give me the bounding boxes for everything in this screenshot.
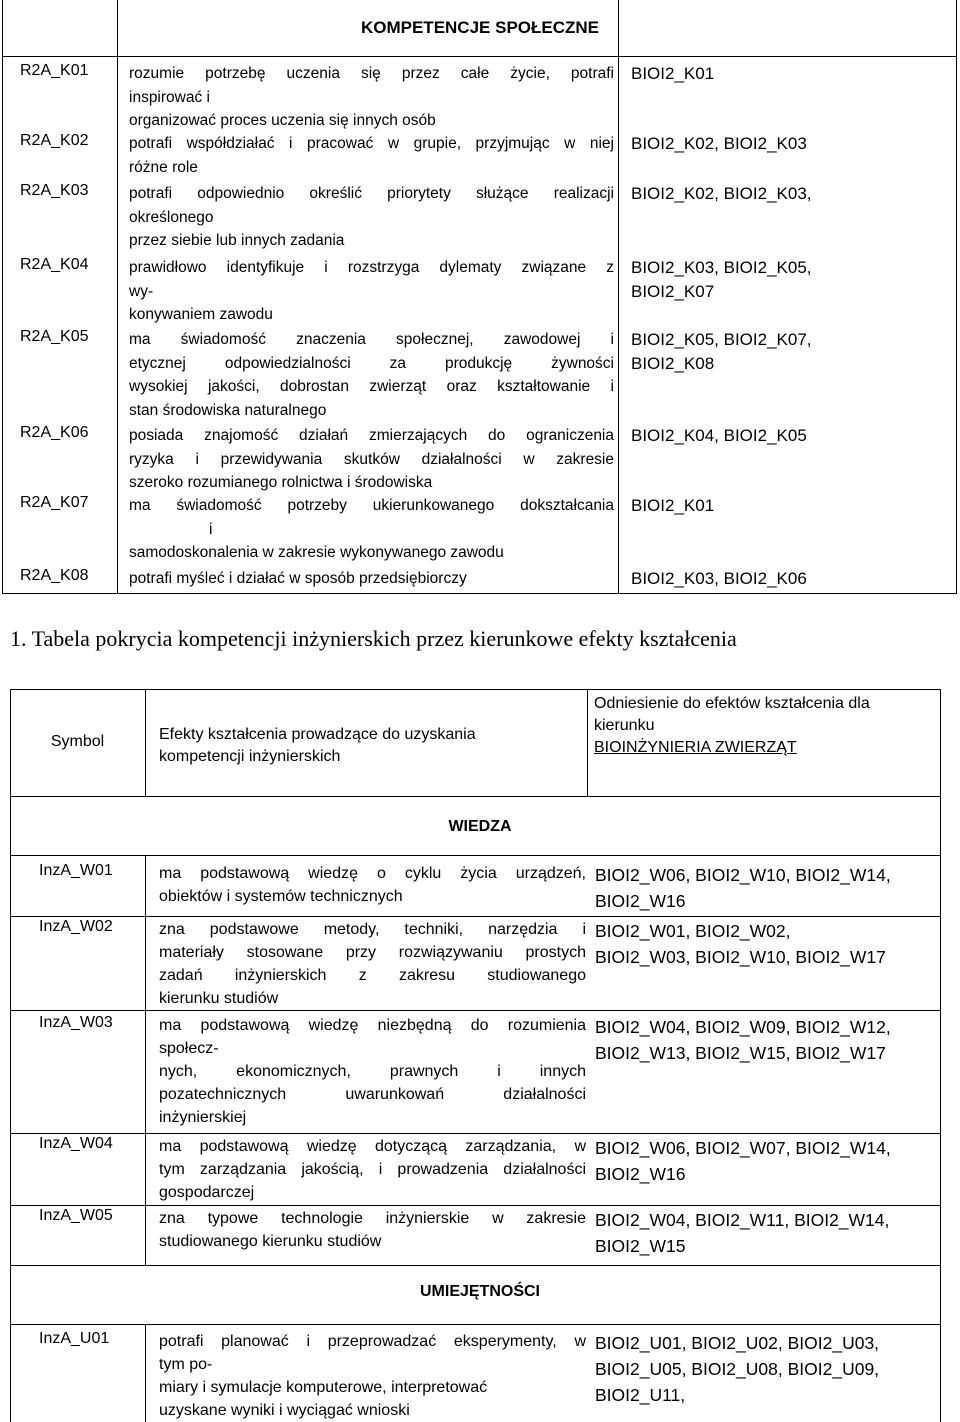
competence-code: InzA_U01: [39, 1330, 110, 1347]
reference-line: BIOI2_U05, BIOI2_U08, BIOI2_U09,: [595, 1359, 880, 1379]
table-border: [10, 689, 941, 690]
reference-line: BIOI2_U01, BIOI2_U02, BIOI2_U03,: [595, 1333, 880, 1353]
reference-line: BIOI2_W16: [595, 1164, 686, 1184]
table-border: [10, 796, 11, 856]
competence-code: InzA_W02: [39, 918, 113, 935]
description-line: ma świadomość znaczenia społecznej, zawodowej i: [129, 331, 614, 348]
reference-line: BIOI2_W01, BIOI2_W02,: [595, 921, 791, 941]
description-line: etycznej odpowiedzialności za produkcję żywności: [129, 354, 614, 372]
description-line: gospodarczej: [159, 1184, 255, 1201]
description-line: potrafi współdziałać i pracować w grupie, przyjmując w niej: [129, 135, 614, 152]
competence-code: R2A_K01: [20, 62, 89, 79]
section-title: KOMPETENCJE SPOŁECZNE: [360, 18, 600, 37]
header-reference-line: kierunku: [594, 717, 655, 734]
competence-description: [129, 567, 614, 591]
reference-codes: [631, 62, 951, 86]
reference-codes: [631, 424, 951, 448]
table-border: [587, 689, 588, 797]
description-line: ryzyka i przewidywania skutków działalności w zakresie: [129, 450, 614, 468]
description-line: nych, ekonomicznych, prawnych i innych: [159, 1063, 586, 1080]
column-divider: [117, 0, 118, 594]
competence-description: [129, 328, 614, 422]
description-line: obiektów i systemów technicznych: [159, 888, 403, 905]
header-effects: [159, 724, 579, 768]
description-line: miary i symulacje komputerowe, interpretować: [159, 1379, 488, 1396]
table-border: [145, 689, 146, 797]
header-reference: [594, 693, 939, 759]
reference-line: BIOI2_K03, BIOI2_K06: [631, 569, 807, 588]
description-line: ma świadomość potrzeby ukierunkowanego dokształcania: [129, 497, 614, 514]
description-line: uzyskane wyniki i wyciągać wnioski: [159, 1402, 410, 1419]
column-divider: [618, 0, 619, 594]
reference-line: BIOI2_K04, BIOI2_K05: [631, 426, 807, 445]
header-effects-line: kompetencji inżynierskich: [159, 748, 341, 765]
description-line: potrafi odpowiednio określić priorytety służące realizacji: [129, 185, 614, 202]
competence-code: R2A_K07: [20, 494, 89, 511]
reference-codes: [595, 1014, 945, 1066]
description-line: społecz-: [159, 1040, 219, 1057]
reference-line: BIOI2_U11,: [595, 1385, 686, 1405]
reference-line: BIOI2_W06, BIOI2_W07, BIOI2_W14,: [595, 1138, 891, 1158]
competence-code: InzA_W01: [39, 862, 113, 879]
description-line: rozumie potrzebę uczenia się przez całe życie, potrafi: [129, 65, 614, 82]
reference-codes: [595, 862, 945, 914]
table-border: [10, 796, 941, 797]
competence-description: [129, 182, 614, 253]
reference-line: BIOI2_K01: [631, 496, 715, 515]
reference-codes: [595, 918, 945, 970]
description-line: wy-: [129, 282, 154, 300]
table-border: [10, 689, 11, 797]
description-line: zna podstawowe metody, techniki, narzędzia i: [159, 921, 586, 938]
reference-line: BIOI2_W04, BIOI2_W09, BIOI2_W12,: [595, 1017, 891, 1037]
reference-codes: [631, 567, 951, 591]
description-line: samodoskonalenia w zakresie wykonywanego zawodu: [129, 544, 504, 561]
reference-line: BIOI2_K01: [631, 64, 715, 83]
competence-description: [129, 494, 614, 565]
table-caption: 1. Tabela pokrycia kompetencji inżynierskich przez kierunkowe efekty kształcenia: [10, 626, 737, 651]
reference-line: BIOI2_W15: [595, 1236, 686, 1256]
reference-line: BIOI2_W06, BIOI2_W10, BIOI2_W14,: [595, 865, 891, 885]
competence-code: R2A_K06: [20, 424, 89, 441]
competence-code: R2A_K05: [20, 328, 89, 345]
reference-line: BIOI2_W16: [595, 891, 686, 911]
table-border: [145, 1324, 146, 1422]
description-line: szeroko rozumianego rolnictwa i środowiska: [129, 474, 433, 491]
description-line: wysokiej jakości, dobrostan zwierząt oraz kształtowanie i: [129, 378, 614, 395]
table-border: [940, 689, 941, 797]
table-border: [10, 1324, 11, 1422]
reference-line: BIOI2_K07: [631, 281, 715, 301]
competence-description: [159, 1330, 586, 1422]
reference-codes: [631, 494, 951, 518]
description-line: ma podstawową wiedzę o cyklu życia urządzeń,: [159, 865, 586, 882]
competence-code: R2A_K02: [20, 132, 89, 149]
row-divider: [10, 1205, 941, 1206]
row-divider: [10, 1010, 941, 1011]
reference-line: BIOI2_K08: [631, 353, 715, 373]
field-of-study: BIOINŻYNIERIA ZWIERZĄT: [594, 739, 797, 756]
table-border: [10, 1324, 941, 1325]
competence-description: [159, 862, 586, 908]
section-title: UMIEJĘTNOŚCI: [419, 1283, 540, 1300]
description-line: inżynierskiej: [159, 1109, 247, 1126]
header-symbol: Symbol: [50, 733, 105, 750]
competence-code: InzA_W03: [39, 1014, 113, 1031]
section-title: WIEDZA: [448, 818, 512, 835]
description-line: zna typowe technologie inżynierskie w zakresie: [159, 1210, 586, 1227]
header-effects-line: Efekty kształcenia prowadzące do uzyskania: [159, 726, 476, 743]
competence-description: [129, 424, 614, 495]
reference-codes: [631, 328, 951, 375]
description-line: konywaniem zawodu: [129, 306, 273, 323]
description-line: materiały stosowane przy rozwiązywaniu prostych: [159, 944, 586, 961]
table-border: [10, 1265, 11, 1325]
description-line: posiada znajomość działań zmierzających do ograniczenia: [129, 427, 614, 444]
table-border: [10, 855, 941, 856]
reference-line: BIOI2_K03, BIOI2_K05,: [631, 258, 812, 277]
competence-description: [129, 256, 614, 327]
reference-codes: [631, 132, 951, 156]
description-line: prawidłowo identyfikuje i rozstrzyga dylematy związane z: [129, 259, 614, 276]
table-border: [10, 1265, 941, 1266]
description-line: tym zarządzania jakością, i prowadzenia działalności: [159, 1161, 586, 1178]
competence-code: InzA_W05: [39, 1207, 113, 1224]
description-line: organizować proces uczenia się innych osób: [129, 112, 436, 129]
competence-code: InzA_W04: [39, 1135, 113, 1152]
table-border: [145, 855, 146, 1265]
description-line: różne role: [129, 158, 198, 176]
competence-code: R2A_K08: [20, 567, 89, 584]
description-line: potrafi planować i przeprowadzać eksperymenty, w: [159, 1333, 586, 1350]
description-line: pozatechnicznych uwarunkowań działalności: [159, 1086, 586, 1103]
reference-codes: [595, 1135, 945, 1187]
description-line: przez siebie lub innych zadania: [129, 232, 345, 249]
row-divider: [10, 916, 941, 917]
description-line: tym po-: [159, 1356, 213, 1373]
reference-codes: [631, 182, 951, 206]
table-border: [10, 855, 11, 1265]
table-border: [940, 1324, 941, 1422]
reference-line: BIOI2_K02, BIOI2_K03: [631, 134, 807, 153]
competence-description: [129, 62, 614, 133]
social-competences-table: [0, 0, 960, 594]
row-divider: [10, 1133, 941, 1134]
table-border: [940, 796, 941, 856]
description-line: i: [209, 520, 213, 538]
reference-line: BIOI2_W04, BIOI2_W11, BIOI2_W14,: [595, 1210, 890, 1230]
description-line: określonego: [129, 208, 214, 226]
reference-line: BIOI2_K05, BIOI2_K07,: [631, 330, 812, 349]
competence-description: [159, 1207, 586, 1253]
description-line: kierunku studiów: [159, 990, 279, 1007]
competence-code: R2A_K04: [20, 256, 89, 273]
description-line: ma podstawową wiedzę dotyczącą zarządzania, w: [159, 1138, 586, 1155]
description-line: zadań inżynierskich z zakresu studiowanego: [159, 967, 586, 984]
description-line: inspirować i: [129, 88, 210, 106]
table-border: [940, 1265, 941, 1325]
competence-code: R2A_K03: [20, 182, 89, 199]
competence-description: [159, 918, 586, 1010]
reference-line: BIOI2_W13, BIOI2_W15, BIOI2_W17: [595, 1043, 886, 1063]
reference-line: BIOI2_K02, BIOI2_K03,: [631, 184, 812, 203]
table-border: [940, 855, 941, 1265]
reference-codes: [595, 1207, 945, 1259]
header-reference-line: Odniesienie do efektów kształcenia dla: [594, 695, 870, 712]
competence-description: [159, 1135, 586, 1204]
reference-codes: [631, 256, 951, 303]
description-line: ma podstawową wiedzę niezbędną do rozumienia: [159, 1017, 586, 1034]
description-line: studiowanego kierunku studiów: [159, 1233, 382, 1250]
competence-description: [159, 1014, 586, 1129]
description-line: potrafi myśleć i działać w sposób przedsiębiorczy: [129, 570, 467, 587]
reference-line: BIOI2_W03, BIOI2_W10, BIOI2_W17: [595, 947, 886, 967]
reference-codes: [595, 1330, 945, 1408]
description-line: stan środowiska naturalnego: [129, 401, 327, 419]
competence-description: [129, 132, 614, 179]
header-separator: [2, 56, 957, 57]
